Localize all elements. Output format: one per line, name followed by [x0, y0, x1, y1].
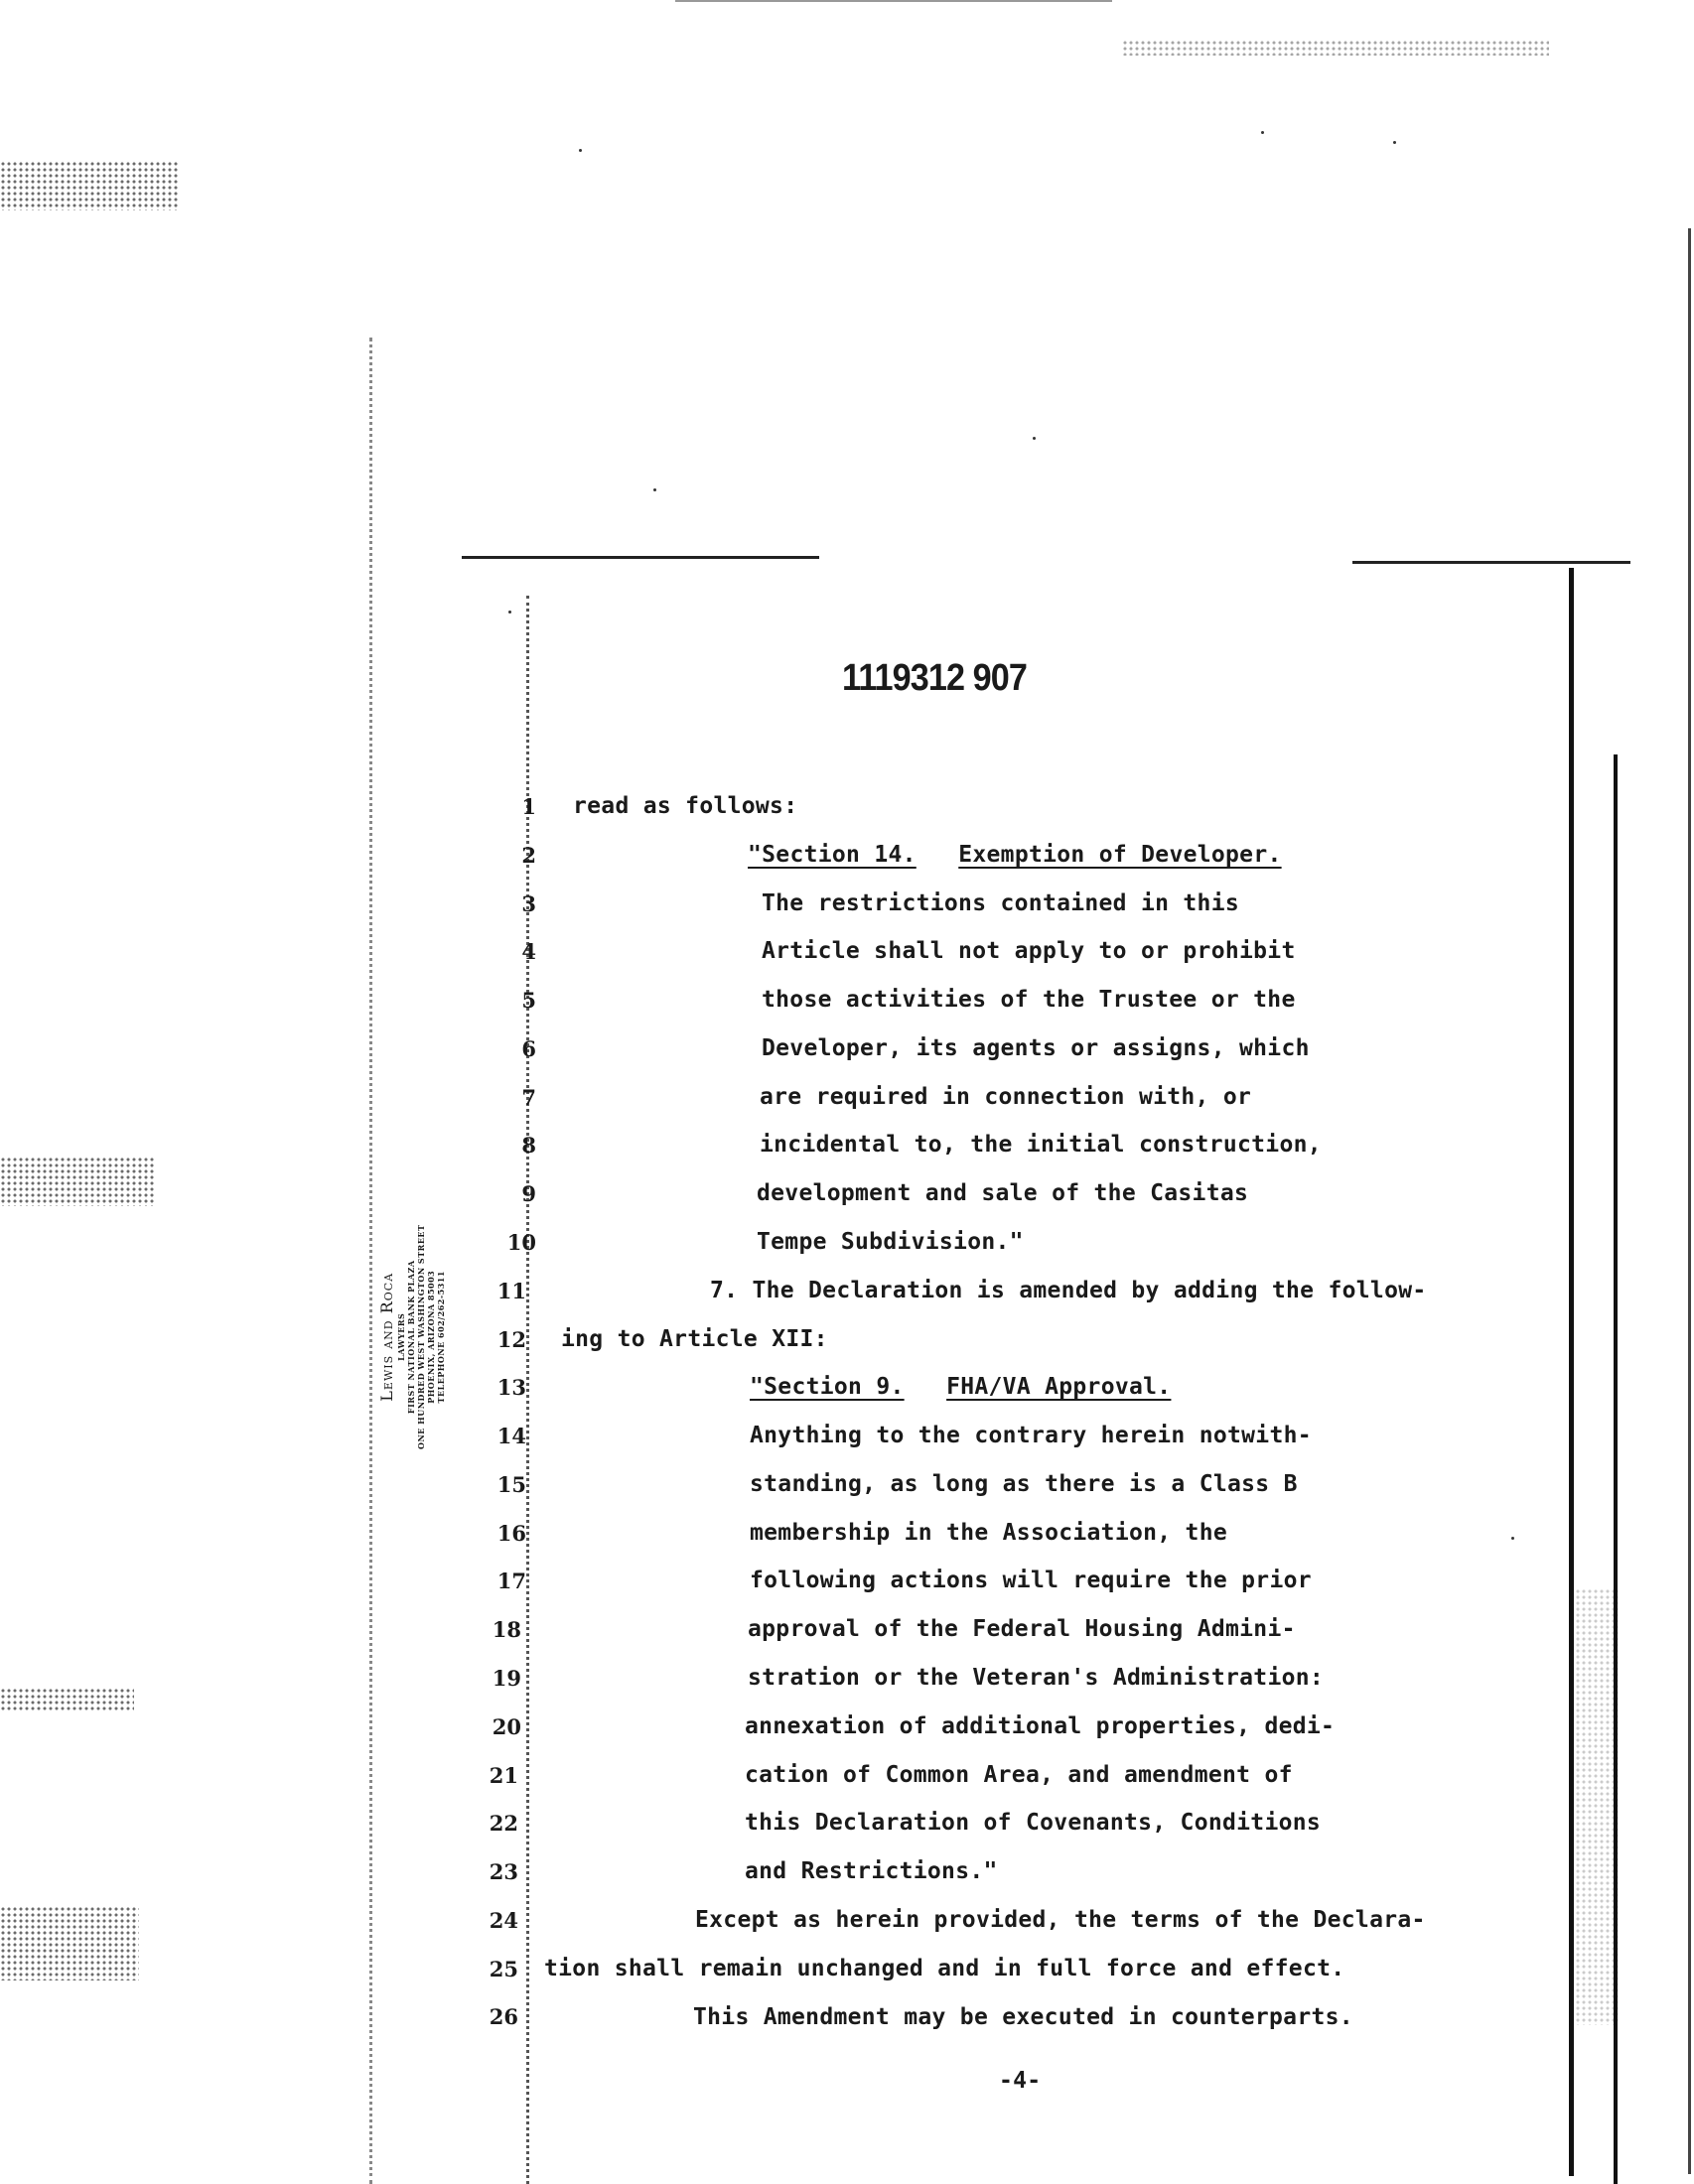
- scan-speck: [653, 488, 656, 491]
- line-number: 24: [489, 1908, 518, 1933]
- line-number: 3: [521, 891, 536, 916]
- text-line: this Declaration of Covenants, Conditions: [745, 1810, 1322, 1836]
- scan-halftone-artifact: [0, 1157, 154, 1206]
- line-number: 7: [521, 1085, 536, 1110]
- text-line: 7. The Declaration is amended by adding the follow-: [710, 1278, 1427, 1303]
- text-line: following actions will require the prior: [750, 1568, 1312, 1593]
- firm-line: TELEPHONE 602/262-5311: [436, 1271, 446, 1404]
- line-number: 22: [489, 1811, 518, 1836]
- section-heading: [748, 842, 1282, 868]
- line-number: 18: [492, 1617, 521, 1642]
- line-number: 16: [496, 1521, 526, 1546]
- line-number: 11: [496, 1279, 526, 1303]
- far-right-edge-rule: [1688, 228, 1691, 2174]
- line-number: 17: [496, 1569, 526, 1593]
- document-number: 1119312 907: [842, 657, 1028, 699]
- text-line: Except as herein provided, the terms of the Declara-: [695, 1907, 1426, 1933]
- line-number: 4: [521, 939, 536, 964]
- scan-top-line: [675, 0, 1112, 2]
- line-number: 20: [492, 1714, 521, 1739]
- line-number: 12: [496, 1327, 526, 1352]
- text-line: This Amendment may be executed in counterparts.: [693, 2004, 1353, 2030]
- line-number: 6: [521, 1036, 536, 1061]
- page-top-rule-right: [1352, 561, 1630, 564]
- firm-name: Lewis and Roca: [377, 1272, 396, 1402]
- left-edge-rule: [369, 338, 372, 2184]
- line-number: 5: [521, 988, 536, 1013]
- text-line: cation of Common Area, and amendment of: [745, 1762, 1293, 1788]
- text-line: and Restrictions.": [745, 1858, 998, 1884]
- line-number: 9: [521, 1181, 536, 1206]
- scan-speck: [1511, 1537, 1514, 1540]
- text-line: are required in connection with, or: [760, 1084, 1252, 1110]
- line-number: 15: [496, 1472, 526, 1497]
- scan-halftone-artifact: [0, 161, 179, 210]
- line-number: 13: [496, 1375, 526, 1400]
- scan-halftone-artifact: [1122, 40, 1549, 56]
- text-line: tion shall remain unchanged and in full force and effect.: [544, 1956, 1345, 1981]
- text-line: development and sale of the Casitas: [757, 1180, 1249, 1206]
- text-line: read as follows:: [573, 793, 798, 819]
- line-number: 26: [489, 2004, 518, 2029]
- text-line: approval of the Federal Housing Admini-: [748, 1616, 1296, 1642]
- firm-line: PHOENIX, ARIZONA 85003: [426, 1270, 436, 1404]
- law-firm-stamp: [377, 1225, 446, 1449]
- text-line: standing, as long as there is a Class B: [750, 1471, 1298, 1497]
- scan-speck: [1393, 141, 1396, 144]
- text-line: ing to Article XII:: [561, 1326, 828, 1352]
- text-line: those activities of the Trustee or the: [762, 987, 1296, 1013]
- page-number: -4-: [999, 2068, 1042, 2094]
- text-line: The restrictions contained in this: [762, 890, 1240, 916]
- text-line: incidental to, the initial construction,: [760, 1132, 1322, 1158]
- scan-halftone-artifact: [0, 1906, 139, 1980]
- section-number: "Section 9.: [750, 1374, 905, 1400]
- right-margin-rule: [1569, 568, 1574, 2176]
- scan-speck: [1261, 131, 1264, 134]
- scan-halftone-artifact: [1569, 1588, 1619, 2025]
- line-number: 1: [521, 794, 536, 819]
- line-number: 14: [496, 1424, 526, 1448]
- scan-halftone-artifact: [0, 1688, 134, 1712]
- text-line: Developer, its agents or assigns, which: [762, 1035, 1310, 1061]
- scan-speck: [1033, 437, 1036, 440]
- section-heading: [750, 1374, 1171, 1400]
- firm-line: LAWYERS: [396, 1312, 406, 1361]
- page-top-rule-left: [462, 556, 819, 559]
- section-number: "Section 14.: [748, 842, 917, 868]
- section-title: FHA/VA Approval.: [946, 1374, 1172, 1400]
- section-title: Exemption of Developer.: [958, 842, 1282, 868]
- line-number: 2: [521, 843, 536, 868]
- text-line: Tempe Subdivision.": [757, 1229, 1024, 1255]
- left-margin-rule: [526, 596, 529, 2184]
- scan-speck: [579, 149, 582, 152]
- line-number: 8: [521, 1133, 536, 1158]
- right-edge-rule: [1614, 754, 1618, 2184]
- line-number: 23: [489, 1859, 518, 1884]
- text-line: annexation of additional properties, dedi-: [745, 1713, 1336, 1739]
- line-number: 25: [489, 1957, 518, 1981]
- firm-line: ONE HUNDRED WEST WASHINGTON STREET: [416, 1224, 426, 1449]
- text-line: stration or the Veteran's Administration:: [748, 1665, 1325, 1691]
- firm-line: FIRST NATIONAL BANK PLAZA: [406, 1260, 416, 1415]
- line-number: 21: [489, 1763, 518, 1788]
- text-line: Article shall not apply to or prohibit: [762, 938, 1296, 964]
- line-number: 10: [506, 1230, 536, 1255]
- scan-speck: [508, 611, 511, 614]
- text-line: Anything to the contrary herein notwith-: [750, 1423, 1312, 1448]
- line-number: 19: [492, 1666, 521, 1691]
- text-line: membership in the Association, the: [750, 1520, 1228, 1546]
